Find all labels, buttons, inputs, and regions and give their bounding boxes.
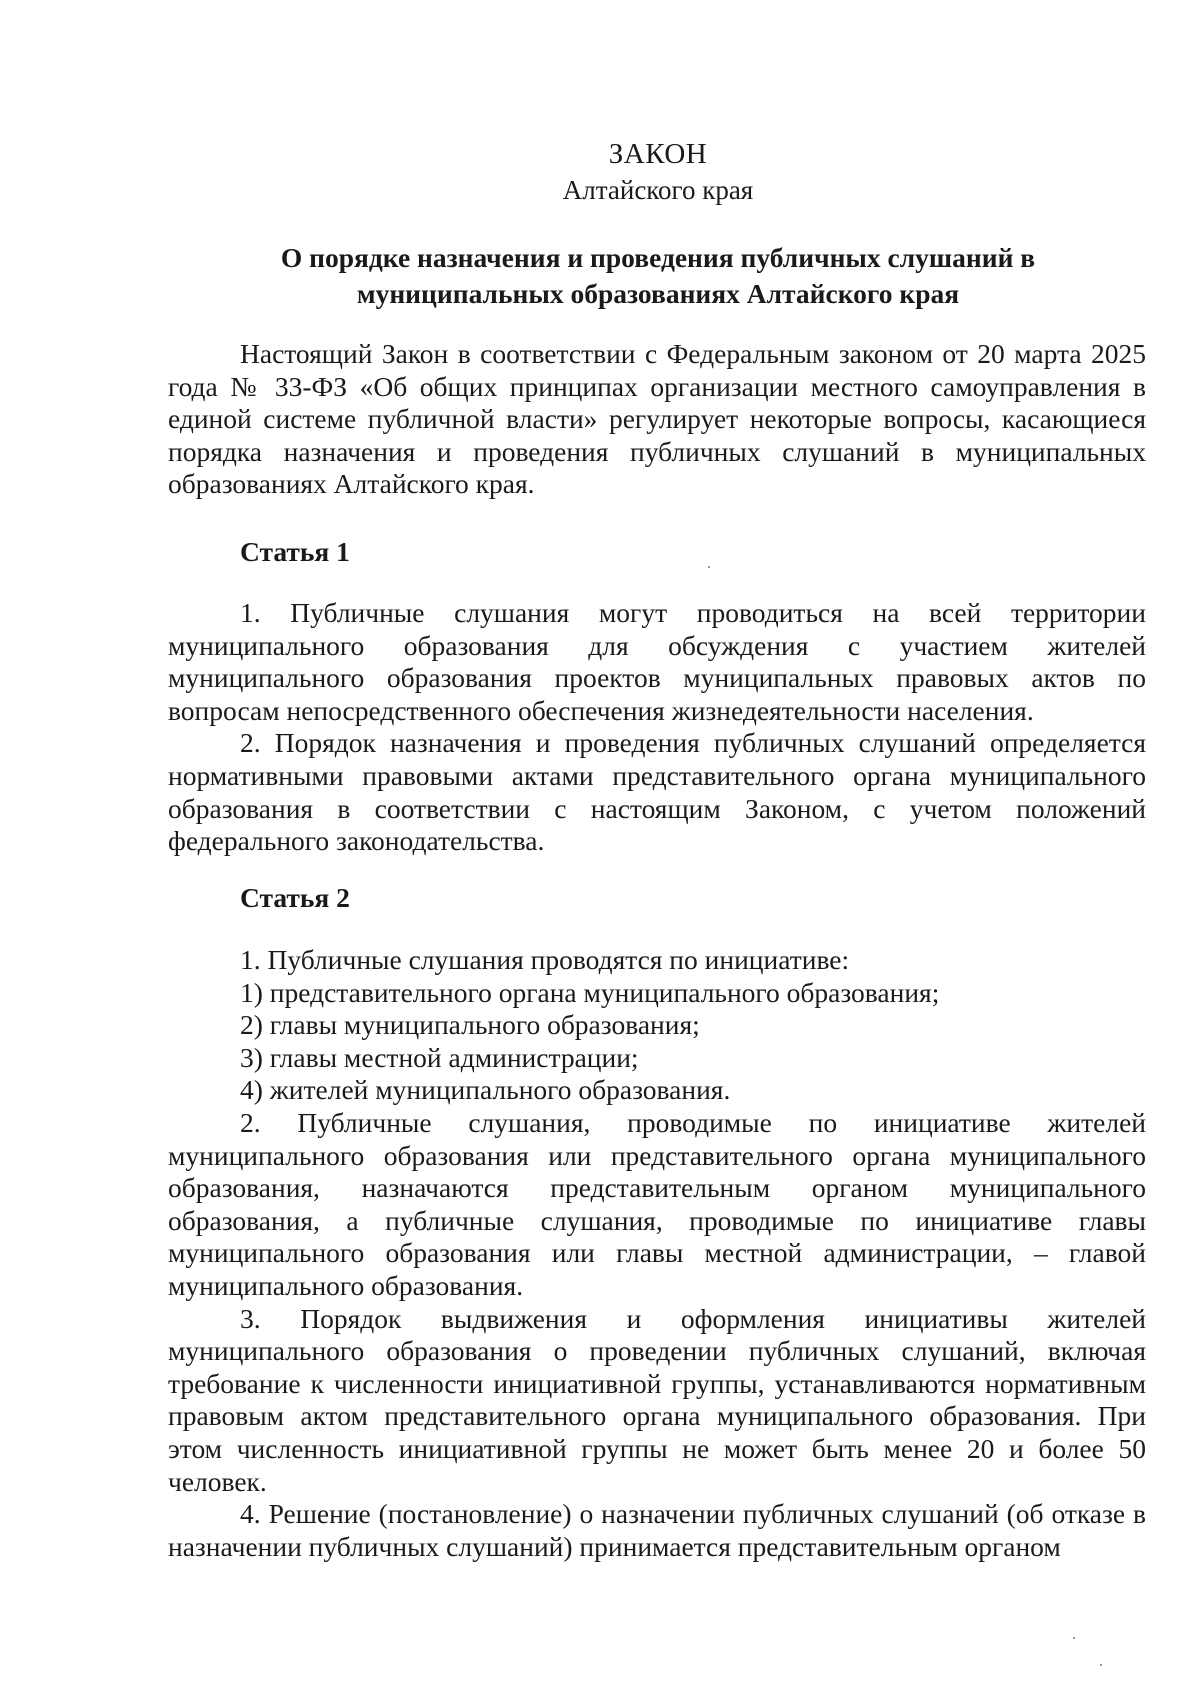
article-2-paragraph-1: 1. Публичные слушания проводятся по инициативе: <box>240 944 850 975</box>
preamble-paragraph: Настоящий Закон в соответствии с Федеральным законом от 20 марта 2025 года № 33-ФЗ «Об общих принципах организации местного самоуправления в единой системе публичной власти» регулирует некоторые вопросы, касающиеся порядка назначения и проведения публичных слушаний в муниципальных образованиях Алтайского края. <box>168 338 1146 500</box>
article-2-body <box>168 944 1146 1563</box>
article-1-paragraph-1: 1. Публичные слушания могут проводиться на всей территории муниципального образования для обсуждения с участием жителей муниципального образования проектов муниципальных правовых актов по вопросам непосредственного обеспечения жизнедеятельности населения. <box>168 597 1146 726</box>
article-1-paragraph-2: 2. Порядок назначения и проведения публичных слушаний определяется нормативными правовыми актами представительного органа муниципального образования в соответствии с настоящим Законом, с учетом положений федерального законодательства. <box>168 727 1146 857</box>
article-2-list-item: 3) главы местной администрации; <box>240 1041 639 1073</box>
document-type: ЗАКОН <box>608 138 708 170</box>
article-2-list-item: 2) главы муниципального образования; <box>240 1009 700 1041</box>
article-2-list-item: 4) жителей муниципального образования. <box>240 1074 731 1106</box>
article-2-heading: Статья 2 <box>240 882 350 913</box>
document-title-line-1: О порядке назначения и проведения публичных слушаний в <box>280 242 1036 273</box>
article-2-list-item: 1) представительного органа муниципального образования; <box>240 976 940 1008</box>
article-2-paragraph-2: 2. Публичные слушания, проводимые по инициативе жителей муниципального образования или представительного органа муниципального образования, назначаются представительным органом муниципального образования, а публичные слушания, проводимые по инициативе главы муниципального образования или главы местной администрации, – главой муниципального образования. <box>168 1106 1146 1301</box>
scan-speck <box>1073 1637 1075 1639</box>
article-2-paragraph-3: 3. Порядок выдвижения и оформления инициативы жителей муниципального образования о проведении публичных слушаний, включая требование к численности инициативной группы, устанавливаются нормативным правовым актом представительного органа муниципального образования. При этом численность инициативной группы не может быть менее 20 и более 50 человек. <box>168 1302 1146 1497</box>
article-1-heading: Статья 1 <box>240 536 350 567</box>
scan-speck <box>708 566 710 568</box>
preamble <box>168 338 1146 501</box>
document-title-line-2: муниципальных образованиях Алтайского края <box>356 278 960 309</box>
document-header <box>168 136 1148 208</box>
article-1-body <box>168 597 1146 858</box>
article-2-paragraph-4: 4. Решение (постановление) о назначении публичных слушаний (об отказе в назначении публичных слушаний) принимается представительным органом <box>168 1498 1146 1562</box>
scan-speck <box>1100 1664 1102 1666</box>
document-title <box>168 240 1148 312</box>
document-issuer: Алтайского края <box>562 175 754 205</box>
